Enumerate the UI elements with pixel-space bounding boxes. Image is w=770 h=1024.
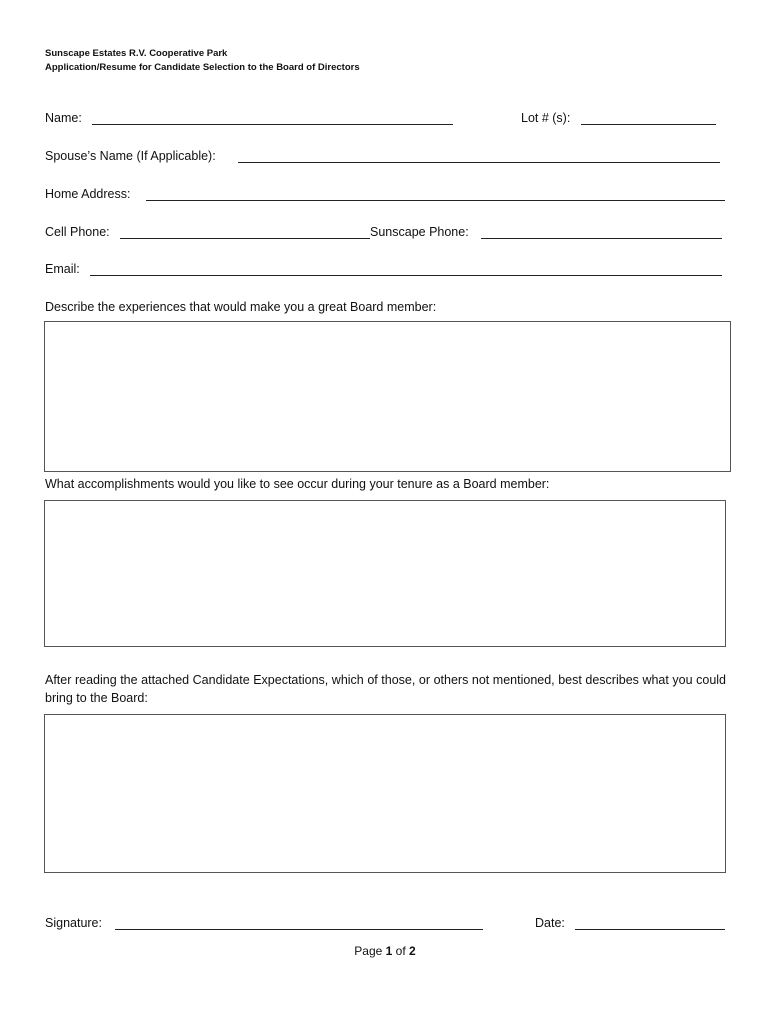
page-number [0,944,770,958]
question-experiences: Describe the experiences that would make you a great Board member: [45,300,437,314]
name-field[interactable] [92,124,453,125]
lot-label: Lot # (s): [521,111,571,125]
cell-phone-field[interactable] [120,238,370,239]
email-field[interactable] [90,275,722,276]
total-pages: 2 [409,944,416,958]
expectations-textbox[interactable] [44,714,726,873]
sunscape-phone-field[interactable] [481,238,722,239]
signature-label: Signature: [45,916,102,930]
signature-field[interactable] [115,929,483,930]
org-name: Sunscape Estates R.V. Cooperative Park [45,48,228,59]
accomplishments-textbox[interactable] [44,500,726,647]
home-address-label: Home Address: [45,187,131,201]
spouse-field[interactable] [238,162,720,163]
date-field[interactable] [575,929,725,930]
name-label: Name: [45,111,82,125]
date-label: Date: [535,916,565,930]
page-word: Page [354,944,383,958]
spouse-label: Spouse’s Name (If Applicable): [45,149,216,163]
of-word: of [395,944,406,958]
current-page: 1 [385,944,393,958]
experiences-textbox[interactable] [44,321,731,472]
question-candidate-expectations: After reading the attached Candidate Expectations, which of those, or others not mentioned, best describes what you could bring to the Board: [45,673,726,705]
email-label: Email: [45,262,80,276]
home-address-field[interactable] [146,200,725,201]
lot-field[interactable] [581,124,716,125]
form-title: Application/Resume for Candidate Selection to the Board of Directors [45,62,360,73]
sunscape-phone-label: Sunscape Phone: [370,225,469,239]
question-accomplishments: What accomplishments would you like to see occur during your tenure as a Board member: [45,477,550,491]
cell-phone-label: Cell Phone: [45,225,110,239]
